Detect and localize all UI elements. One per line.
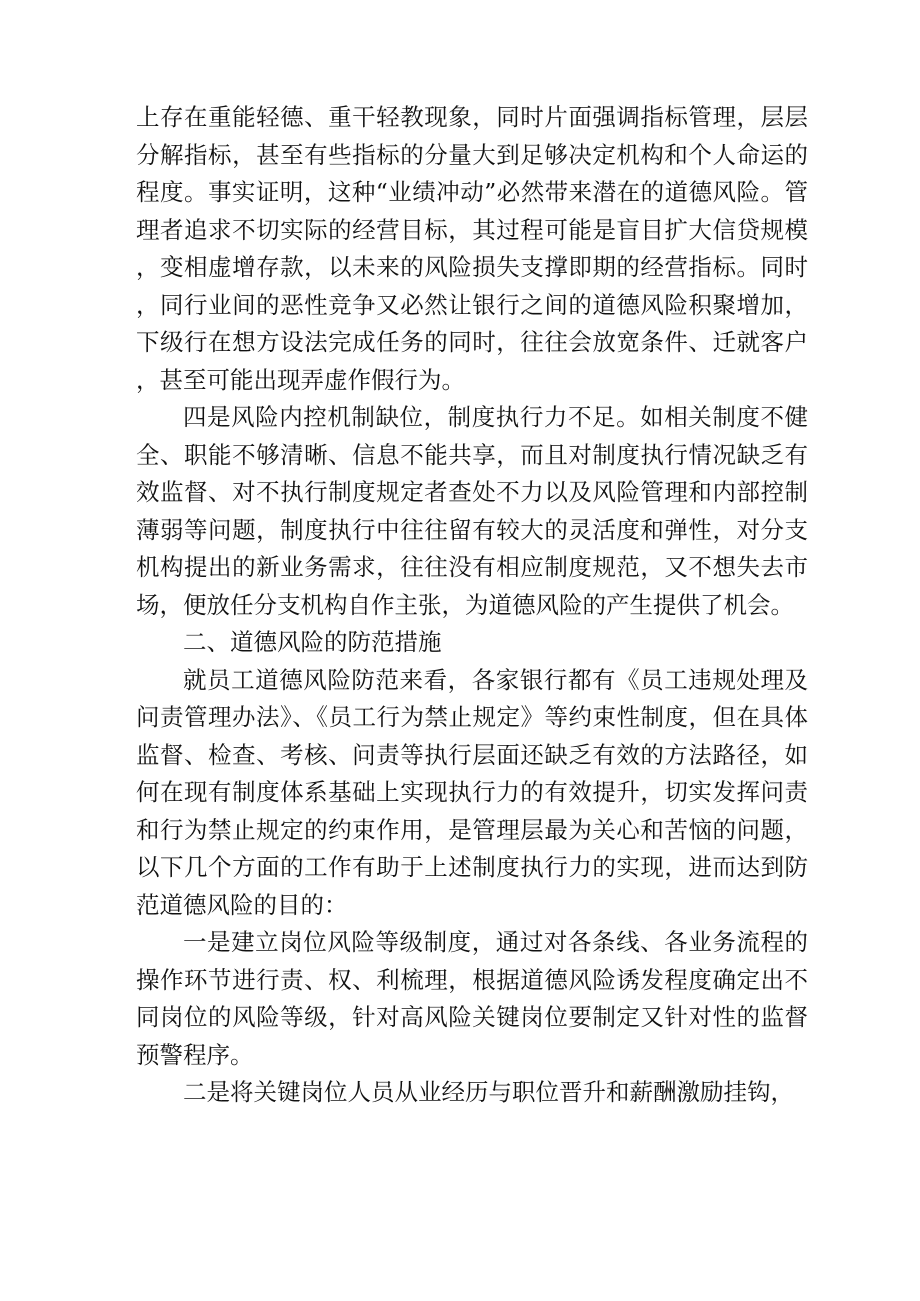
paragraph-point-four: 四是风险内控机制缺位，制度执行力不足。如相关制度不健全、职能不够清晰、信息不能共享，而且对制度执行情况缺乏有效监督、对不执行制度规定者查处不力以及风险管理和内部控制薄弱等问题，制度执行中往往留有较大的灵活度和弹性，对分支机构提出的新业务需求，往往没有相应制度规范，又不想失去市场，便放任分支机构自作主张，为道德风险的产生提供了机会。 bbox=[136, 403, 808, 619]
document-page bbox=[136, 99, 808, 1112]
paragraph-continuation: 上存在重能轻德、重干轻教现象，同时片面强调指标管理，层层分解指标，甚至有些指标的分量大到足够决定机构和个人命运的程度。事实证明，这种“业绩冲动”必然带来潜在的道德风险。管理者追求不切实际的经营目标，其过程可能是盲目扩大信贷规模，变相虚增存款，以未来的风险损失支撑即期的经营指标。同时，同行业间的恶性竞争又必然让银行之间的道德风险积聚增加，下级行在想方设法完成任务的同时，往往会放宽条件、迁就客户，甚至可能出现弄虚作假行为。 bbox=[136, 103, 808, 394]
paragraph-point-one: 一是建立岗位风险等级制度，通过对各条线、各业务流程的操作环节进行责、权、利梳理，根据道德风险诱发程度确定出不同岗位的风险等级，针对高风险关键岗位要制定又针对性的监督预警程序。 bbox=[136, 928, 808, 1069]
paragraph-intro: 就员工道德风险防范来看，各家银行都有《员工违规处理及问责管理办法》、《员工行为禁止规定》等约束性制度，但在具体监督、检查、考核、问责等执行层面还缺乏有效的方法路径，如何在现有制度体系基础上实现执行力的有效提升，切实发挥问责和行为禁止规定的约束作用，是管理层最为关心和苦恼的问题，以下几个方面的工作有助于上述制度执行力的实现，进而达到防范道德风险的目的： bbox=[136, 665, 808, 919]
section-heading: 二、道德风险的防范措施 bbox=[183, 628, 442, 656]
paragraph-point-two: 二是将关键岗位人员从业经历与职位晋升和薪酬激励挂钩， bbox=[183, 1078, 794, 1106]
